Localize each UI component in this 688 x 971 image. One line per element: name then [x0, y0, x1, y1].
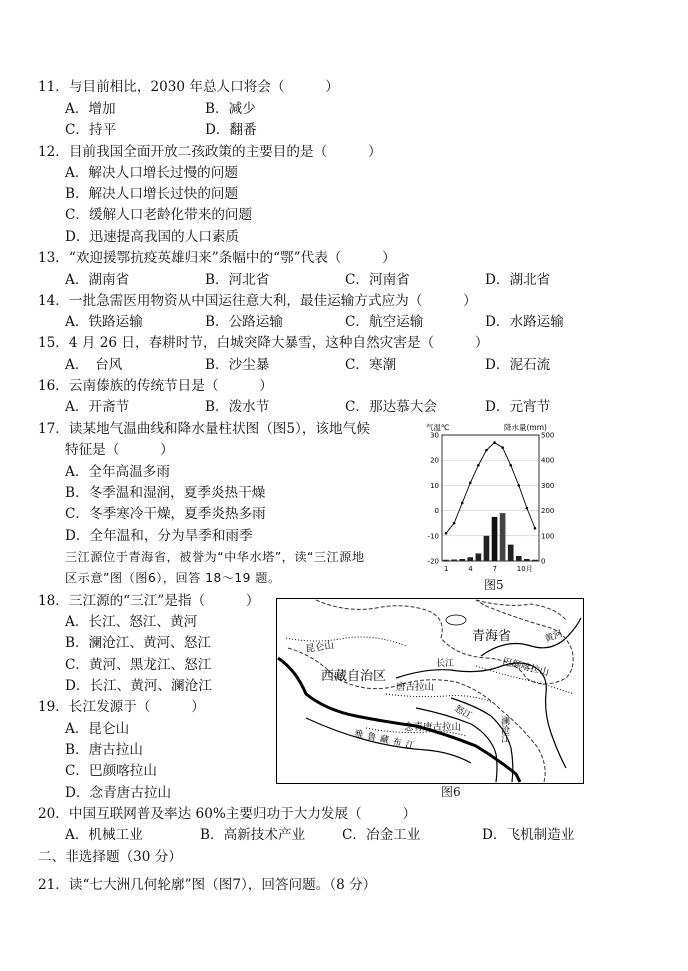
- temperature-point: [485, 449, 488, 452]
- q13-option-c: C．河南省: [345, 272, 410, 288]
- precip-bar: [459, 559, 465, 561]
- right-tick-label: 500: [541, 431, 555, 440]
- q15-stem: 15．4 月 26 日，春耕时节，白城突降大暴雪，这种自然灾害是（ ）: [38, 335, 489, 351]
- temperature-point: [501, 446, 504, 449]
- figure-5-caption: 图5: [484, 578, 504, 592]
- q11-option-a: A．增加: [65, 101, 116, 117]
- right-tick-label: 0: [541, 557, 546, 566]
- q12-option-a: A．解决人口增长过慢的问题: [65, 165, 238, 181]
- precip-bar: [508, 545, 514, 561]
- left-tick-label: 0: [434, 507, 439, 516]
- label-nujiang: 怒江: [452, 703, 474, 722]
- temperature-point: [517, 484, 520, 487]
- label-nianqing: 念青唐古拉山: [404, 722, 462, 733]
- q14-option-b: B．公路运输: [205, 314, 283, 330]
- x-tick-label: 7: [492, 565, 498, 573]
- q16-option-c: C．那达慕大会: [345, 399, 437, 415]
- label-changjiang: 长江: [436, 659, 455, 669]
- temperature-line: [446, 443, 535, 534]
- temperature-point: [526, 507, 529, 510]
- left-tick-label: 30: [430, 431, 439, 440]
- q12-option-d: D．迅速提高我国的人口素质: [65, 229, 240, 245]
- q14-option-c: C．航空运输: [345, 314, 424, 330]
- x-tick-label: 10月: [516, 565, 533, 573]
- q20-option-c: C．冶金工业: [342, 827, 421, 843]
- sanjiangyuan-map: [276, 598, 584, 784]
- q20-stem: 20．中国互联网普及率达 60%主要归功于大力发展（ ）: [38, 806, 417, 822]
- temperature-point: [445, 532, 448, 535]
- precip-bar: [443, 560, 449, 561]
- temperature-point: [477, 464, 480, 467]
- q21-stem: 21．读“七大洲几何轮廓”图（图7），回答问题。（8 分）: [38, 877, 377, 893]
- q12-option-c: C．缓解人口老龄化带来的问题: [65, 207, 253, 223]
- x-tick-label: 4: [468, 565, 473, 573]
- q19-option-a: A．昆仑山: [65, 721, 130, 737]
- climate-chart: [422, 420, 555, 580]
- q19-option-b: B．唐古拉山: [65, 742, 143, 758]
- precip-bar: [467, 557, 473, 561]
- label-qinghai: 青海省: [472, 629, 512, 644]
- q18-option-a: A．长江、怒江、黄河: [65, 614, 198, 630]
- temperature-point: [453, 522, 456, 525]
- q13-option-a: A．湖南省: [65, 272, 130, 288]
- label-xizang: 西藏自治区: [321, 669, 387, 684]
- chart-frame: [442, 435, 539, 561]
- q17-stem-continued: 特征是（ ）: [65, 442, 174, 458]
- q18-option-b: B．澜沧江、黄河、怒江: [65, 635, 211, 651]
- q16-stem: 16．云南傣族的传统节日是（ ）: [38, 378, 273, 394]
- precip-bar: [476, 553, 482, 561]
- q15-option-c: C．寒潮: [345, 357, 397, 373]
- q14-option-d: D．水路运输: [485, 314, 564, 330]
- q15-option-d: D．泥石流: [485, 357, 551, 373]
- label-huanghe: 黄河: [543, 629, 564, 645]
- q12-stem: 12．目前我国全面开放二孩政策的主要目的是（ ）: [38, 144, 382, 160]
- q11-stem: 11．与目前相比，2030 年总人口将会（ ）: [38, 79, 339, 95]
- q19-stem: 19．长江发源于（ ）: [38, 699, 205, 715]
- label-bayan: 巴颜喀拉山: [501, 656, 551, 679]
- q18-option-d: D．长江、黄河、澜沧江: [65, 678, 212, 694]
- temperature-point: [509, 464, 512, 467]
- q11-option-c: C．持平: [65, 122, 117, 138]
- q20-option-a: A．机械工业: [65, 827, 143, 843]
- precip-bar: [524, 559, 530, 561]
- temperature-point: [493, 441, 496, 444]
- q16-option-a: A．开斋节: [65, 399, 130, 415]
- intro-line-1: 三江源位于青海省，被誉为“中华水塔”，读“三江源地: [65, 550, 365, 564]
- temperature-point: [469, 482, 472, 485]
- q14-option-a: A．铁路运输: [65, 314, 143, 330]
- precip-bar: [492, 517, 498, 561]
- q14-stem: 14．一批急需医用物资从中国运往意大利，最佳运输方式应为（ ）: [38, 293, 477, 309]
- figure-6-caption: 图6: [441, 785, 461, 799]
- q13-option-b: B．河北省: [205, 272, 270, 288]
- x-tick-label: 1: [444, 565, 449, 573]
- right-tick-label: 200: [541, 507, 555, 516]
- q17-option-b: B．冬季温和湿润，夏季炎热干燥: [65, 485, 266, 501]
- q20-option-d: D．飞机制造业: [482, 827, 575, 843]
- precip-bar: [532, 560, 538, 561]
- precip-bar: [484, 536, 490, 561]
- chart-temp-label: 气温℃: [426, 423, 450, 432]
- section-2-heading: 二、非选择题（30 分）: [38, 849, 182, 865]
- temperature-point: [534, 527, 537, 530]
- q11-option-d: D．翻番: [205, 122, 257, 138]
- q18-option-c: C．黄河、黑龙江、怒江: [65, 657, 212, 673]
- label-kunlun: 昆仑山: [304, 640, 335, 655]
- label-yarlung: 雅鲁藏布江: [353, 729, 420, 753]
- q19-option-c: C．巴颜喀拉山: [65, 763, 157, 779]
- q17-option-c: C．冬季寒冷干燥，夏季炎热多雨: [65, 506, 266, 522]
- precip-bar: [516, 556, 522, 561]
- q20-option-b: B．高新技术产业: [200, 827, 306, 843]
- q15-option-b: B．沙尘暴: [205, 357, 270, 373]
- q12-option-b: B．解决人口增长过快的问题: [65, 186, 239, 202]
- temperature-point: [461, 502, 464, 505]
- q11-option-b: B．减少: [205, 101, 256, 117]
- right-tick-label: 100: [541, 532, 555, 541]
- q16-option-b: B．泼水节: [205, 399, 270, 415]
- label-tanggula: 唐古拉山: [396, 682, 435, 693]
- left-tick-label: 10: [430, 481, 439, 490]
- precip-bar: [500, 513, 506, 561]
- intro-line-2: 区示意”图（图6），回答 18～19 题。: [65, 571, 281, 585]
- precip-bar: [451, 559, 457, 561]
- right-tick-label: 300: [541, 481, 555, 490]
- q15-option-a: A． 台风: [65, 357, 123, 373]
- right-tick-label: 400: [541, 456, 555, 465]
- label-lancang: 澜沧江: [499, 716, 509, 743]
- q13-option-d: D．湖北省: [485, 272, 551, 288]
- left-tick-label: 20: [430, 456, 439, 465]
- q17-option-a: A．全年高温多雨: [65, 464, 170, 480]
- q18-stem: 18．三江源的“三江”是指（ ）: [38, 593, 260, 609]
- q17-option-d: D．全年温和，分为旱季和雨季: [65, 528, 253, 544]
- chart-precip-label: 降水量(mm): [504, 423, 547, 432]
- q16-option-d: D．元宵节: [485, 399, 551, 415]
- left-tick-label: -20: [427, 557, 439, 566]
- q17-stem: 17．读某地气温曲线和降水量柱状图（图5），该地气候: [38, 421, 370, 437]
- q19-option-d: D．念青唐古拉山: [65, 785, 172, 801]
- left-tick-label: -10: [427, 532, 439, 541]
- q13-stem: 13．“欢迎援鄂抗疫英雄归来”条幅中的“鄂”代表（ ）: [38, 250, 396, 266]
